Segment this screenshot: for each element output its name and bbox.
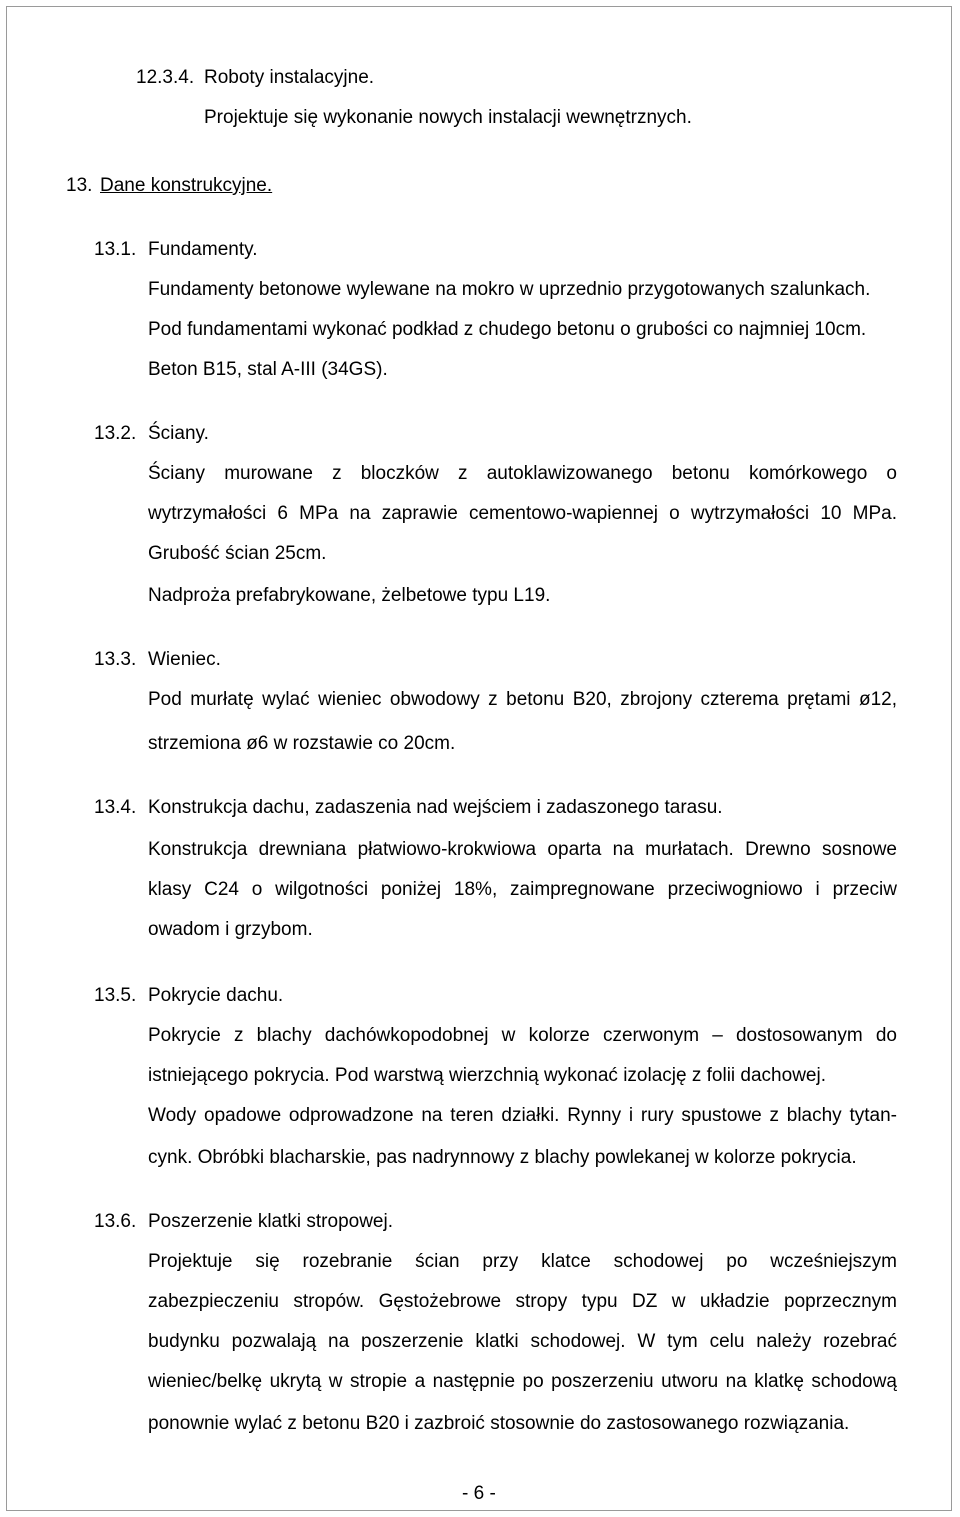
section-number: 13.6. <box>94 1211 137 1232</box>
section-number: 13.1. <box>94 239 137 260</box>
section-title: Fundamenty. <box>148 239 258 260</box>
paragraph-line: zabezpieczeniu stropów. Gęstożebrowe stropy typu DZ w układzie poprzecznym <box>148 1291 897 1312</box>
section-title: Ściany. <box>148 423 209 444</box>
section-title: Pokrycie dachu. <box>148 985 284 1006</box>
section-title: Roboty instalacyjne. <box>204 67 375 88</box>
paragraph-line: Konstrukcja drewniana płatwiowo-krokwiowa oparta na murłatach. Drewno sosnowe <box>148 839 897 860</box>
paragraph-line: wieniec/belkę ukrytą w stropie a następnie po poszerzeniu utworu na klatkę schodową <box>148 1371 897 1392</box>
section-title: Konstrukcja dachu, zadaszenia nad wejściem i zadaszonego tarasu. <box>148 797 723 818</box>
paragraph-line: Pod murłatę wylać wieniec obwodowy z betonu B20, zbrojony czterema prętami ø12, <box>148 689 897 710</box>
section-number: 13.4. <box>94 797 137 818</box>
page-border <box>6 6 952 1511</box>
paragraph-line: budynku pozwalają na poszerzenie klatki schodowej. W tym celu należy rozebrać <box>148 1331 897 1352</box>
paragraph-line: Pod fundamentami wykonać podkład z chudego betonu o grubości co najmniej 10cm. <box>148 319 867 340</box>
paragraph-line: Beton B15, stal A-III (34GS). <box>148 359 388 380</box>
section-number: 13.3. <box>94 649 137 670</box>
section-number: 12.3.4. <box>136 67 195 88</box>
paragraph-line: wytrzymałości 6 MPa na zaprawie cementowo-wapiennej o wytrzymałości 10 MPa. <box>148 503 897 524</box>
paragraph-line: Nadproża prefabrykowane, żelbetowe typu L19. <box>148 585 551 606</box>
section-number: 13.2. <box>94 423 137 444</box>
paragraph-line: Ściany murowane z bloczków z autoklawizowanego betonu komórkowego o <box>148 463 897 484</box>
paragraph-line: cynk. Obróbki blacharskie, pas nadrynnowy z blachy powlekanej w kolorze pokrycia. <box>148 1147 857 1168</box>
paragraph-line: Projektuje się wykonanie nowych instalacji wewnętrznych. <box>204 107 692 128</box>
page-number: - 6 - <box>462 1483 496 1504</box>
paragraph-line: Pokrycie z blachy dachówkopodobnej w kolorze czerwonym – dostosowanym do <box>148 1025 897 1046</box>
section-title: Poszerzenie klatki stropowej. <box>148 1211 393 1232</box>
paragraph-line: istniejącego pokrycia. Pod warstwą wierzchnią wykonać izolację z folii dachowej. <box>148 1065 826 1086</box>
section-title: Wieniec. <box>148 649 221 670</box>
paragraph-line: klasy C24 o wilgotności poniżej 18%, zaimpregnowane przeciwogniowo i przeciw <box>148 879 897 900</box>
paragraph-line: Projektuje się rozebranie ścian przy klatce schodowej po wcześniejszym <box>148 1251 897 1272</box>
chapter-title: Dane konstrukcyjne. <box>100 175 273 196</box>
paragraph-line: strzemiona ø6 w rozstawie co 20cm. <box>148 733 456 754</box>
paragraph-line: Wody opadowe odprowadzone na teren działki. Rynny i rury spustowe z blachy tytan- <box>148 1105 897 1126</box>
paragraph-line: owadom i grzybom. <box>148 919 313 940</box>
paragraph-line: Fundamenty betonowe wylewane na mokro w uprzednio przygotowanych szalunkach. <box>148 279 871 300</box>
paragraph-line: ponownie wylać z betonu B20 i zazbroić stosownie do zastosowanego rozwiązania. <box>148 1413 850 1434</box>
paragraph-line: Grubość ścian 25cm. <box>148 543 327 564</box>
section-number: 13.5. <box>94 985 137 1006</box>
chapter-number: 13. <box>66 175 93 196</box>
